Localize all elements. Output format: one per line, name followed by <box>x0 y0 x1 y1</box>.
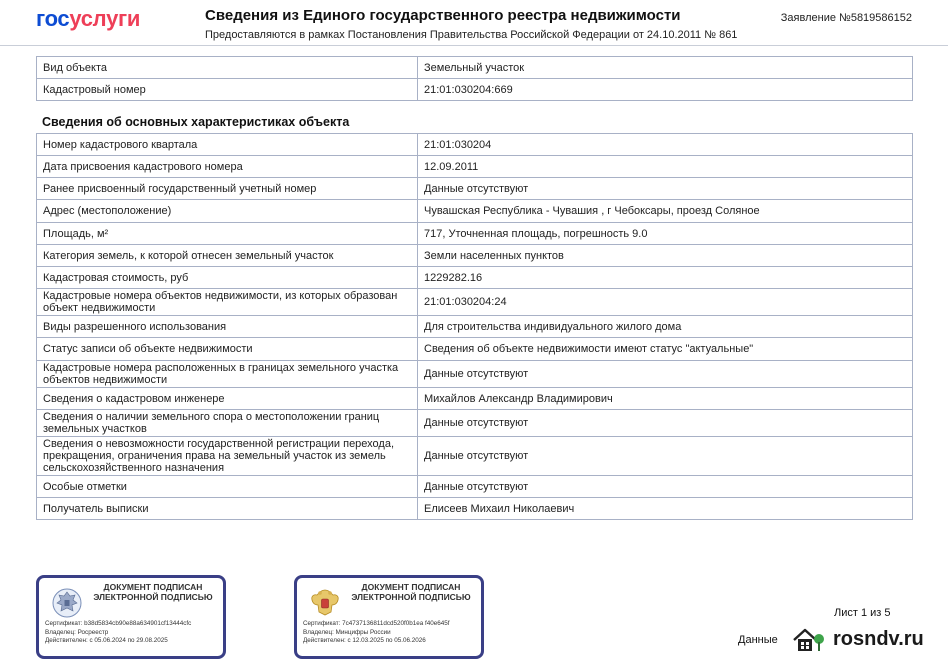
field-value: Для строительства индивидуального жилого дома <box>418 316 913 338</box>
field-value: Чувашская Республика - Чувашия , г Чебоксары, проезд Соляное <box>418 200 913 223</box>
field-value: 21:01:030204:24 <box>418 289 913 316</box>
logo-part-gos: гос <box>36 6 70 31</box>
field-value: 21:01:030204 <box>418 134 913 156</box>
field-label: Сведения о кадастровом инженере <box>37 388 418 410</box>
table-row <box>37 388 913 410</box>
table-row <box>37 338 913 361</box>
field-label: Получатель выписки <box>37 498 418 520</box>
signature-stamp-rosreestr <box>36 575 226 659</box>
field-label: Вид объекта <box>37 57 418 79</box>
field-label: Адрес (местоположение) <box>37 200 418 223</box>
gosuslugi-logo <box>36 6 140 32</box>
table-row <box>37 200 913 223</box>
object-table <box>36 56 913 101</box>
field-value: Сведения об объекте недвижимости имеют статус "актуальные" <box>418 338 913 361</box>
stamp-owner: Владелец: Росреестр <box>45 628 109 636</box>
field-label: Кадастровые номера расположенных в границах земельного участка объектов недвижимости <box>37 361 418 388</box>
header-divider <box>0 45 948 46</box>
table-row <box>37 57 913 79</box>
field-value: Данные отсутствуют <box>418 437 913 476</box>
field-label: Особые отметки <box>37 476 418 498</box>
field-label: Виды разрешенного использования <box>37 316 418 338</box>
table-row <box>37 156 913 178</box>
field-label: Площадь, м² <box>37 223 418 245</box>
table-row <box>37 289 913 316</box>
field-label: Статус записи об объекте недвижимости <box>37 338 418 361</box>
field-value: 12.09.2011 <box>418 156 913 178</box>
stamp-valid: Действителен: с 12.03.2025 по 05.06.2026 <box>303 637 426 644</box>
field-value: Елисеев Михаил Николаевич <box>418 498 913 520</box>
stamp-owner: Владелец: Минцифры России <box>303 628 391 636</box>
table-row <box>37 437 913 476</box>
field-label: Ранее присвоенный государственный учетный номер <box>37 178 418 200</box>
field-value: Михайлов Александр Владимирович <box>418 388 913 410</box>
field-label: Кадастровые номера объектов недвижимости, из которых образован объект недвижимости <box>37 289 418 316</box>
data-source-label: Данные <box>738 634 778 646</box>
table-row <box>37 410 913 437</box>
table-row <box>37 245 913 267</box>
table-row <box>37 223 913 245</box>
coat-of-arms-icon <box>307 584 343 620</box>
application-number: Заявление №5819586152 <box>780 12 912 24</box>
house-tree-icon <box>792 627 826 653</box>
stamp-title: ДОКУМЕНТ ПОДПИСАН ЭЛЕКТРОННОЙ ПОДПИСЬЮ <box>93 582 213 602</box>
field-value: Данные отсутствуют <box>418 476 913 498</box>
table-row <box>37 316 913 338</box>
field-value: 717, Уточненная площадь, погрешность 9.0 <box>418 223 913 245</box>
field-value: 1229282.16 <box>418 267 913 289</box>
site-watermark: rosndv.ru <box>833 628 924 650</box>
field-label: Кадастровый номер <box>37 79 418 101</box>
field-value: Данные отсутствуют <box>418 178 913 200</box>
field-value: Земли населенных пунктов <box>418 245 913 267</box>
table-row <box>37 79 913 101</box>
sheet-counter: Лист 1 из 5 <box>834 607 891 619</box>
logo-part-uslugi: услуги <box>69 6 141 31</box>
field-label: Сведения о наличии земельного спора о местоположении границ земельных участков <box>37 410 418 437</box>
table-row <box>37 498 913 520</box>
field-label: Номер кадастрового квартала <box>37 134 418 156</box>
stamp-title: ДОКУМЕНТ ПОДПИСАН ЭЛЕКТРОННОЙ ПОДПИСЬЮ <box>351 582 471 602</box>
table-row <box>37 178 913 200</box>
stamp-info <box>303 620 477 646</box>
field-label: Сведения о невозможности государственной регистрации перехода, прекращения, ограничения права на земельный участок из земель сельскохозяйственного назначения <box>37 437 418 476</box>
field-label: Дата присвоения кадастрового номера <box>37 156 418 178</box>
signature-stamp-mintsifry <box>294 575 484 659</box>
stamp-certificate: Сертификат: b38d5834cb90e88a634901cf13444cfc <box>45 620 192 627</box>
characteristics-table <box>36 133 913 520</box>
document-subtitle: Предоставляются в рамках Постановления Правительства Российской Федерации от 24.10.2011 № 861 <box>205 29 738 41</box>
stamp-info <box>45 620 219 646</box>
document-title: Сведения из Единого государственного реестра недвижимости <box>205 7 681 24</box>
field-value: Земельный участок <box>418 57 913 79</box>
field-value: Данные отсутствуют <box>418 361 913 388</box>
field-label: Кадастровая стоимость, руб <box>37 267 418 289</box>
field-value: Данные отсутствуют <box>418 410 913 437</box>
table-row <box>37 267 913 289</box>
table-row <box>37 361 913 388</box>
table-row <box>37 134 913 156</box>
stamp-certificate: Сертификат: 7c4737136811dcd520f0b1ea f40e645f <box>303 620 450 627</box>
table-row <box>37 476 913 498</box>
field-value: 21:01:030204:669 <box>418 79 913 101</box>
rosreestr-emblem-icon <box>49 584 85 620</box>
field-label: Категория земель, к которой отнесен земельный участок <box>37 245 418 267</box>
section-title: Сведения об основных характеристиках объекта <box>42 115 350 129</box>
stamp-valid: Действителен: с 05.06.2024 по 29.08.2025 <box>45 637 168 644</box>
